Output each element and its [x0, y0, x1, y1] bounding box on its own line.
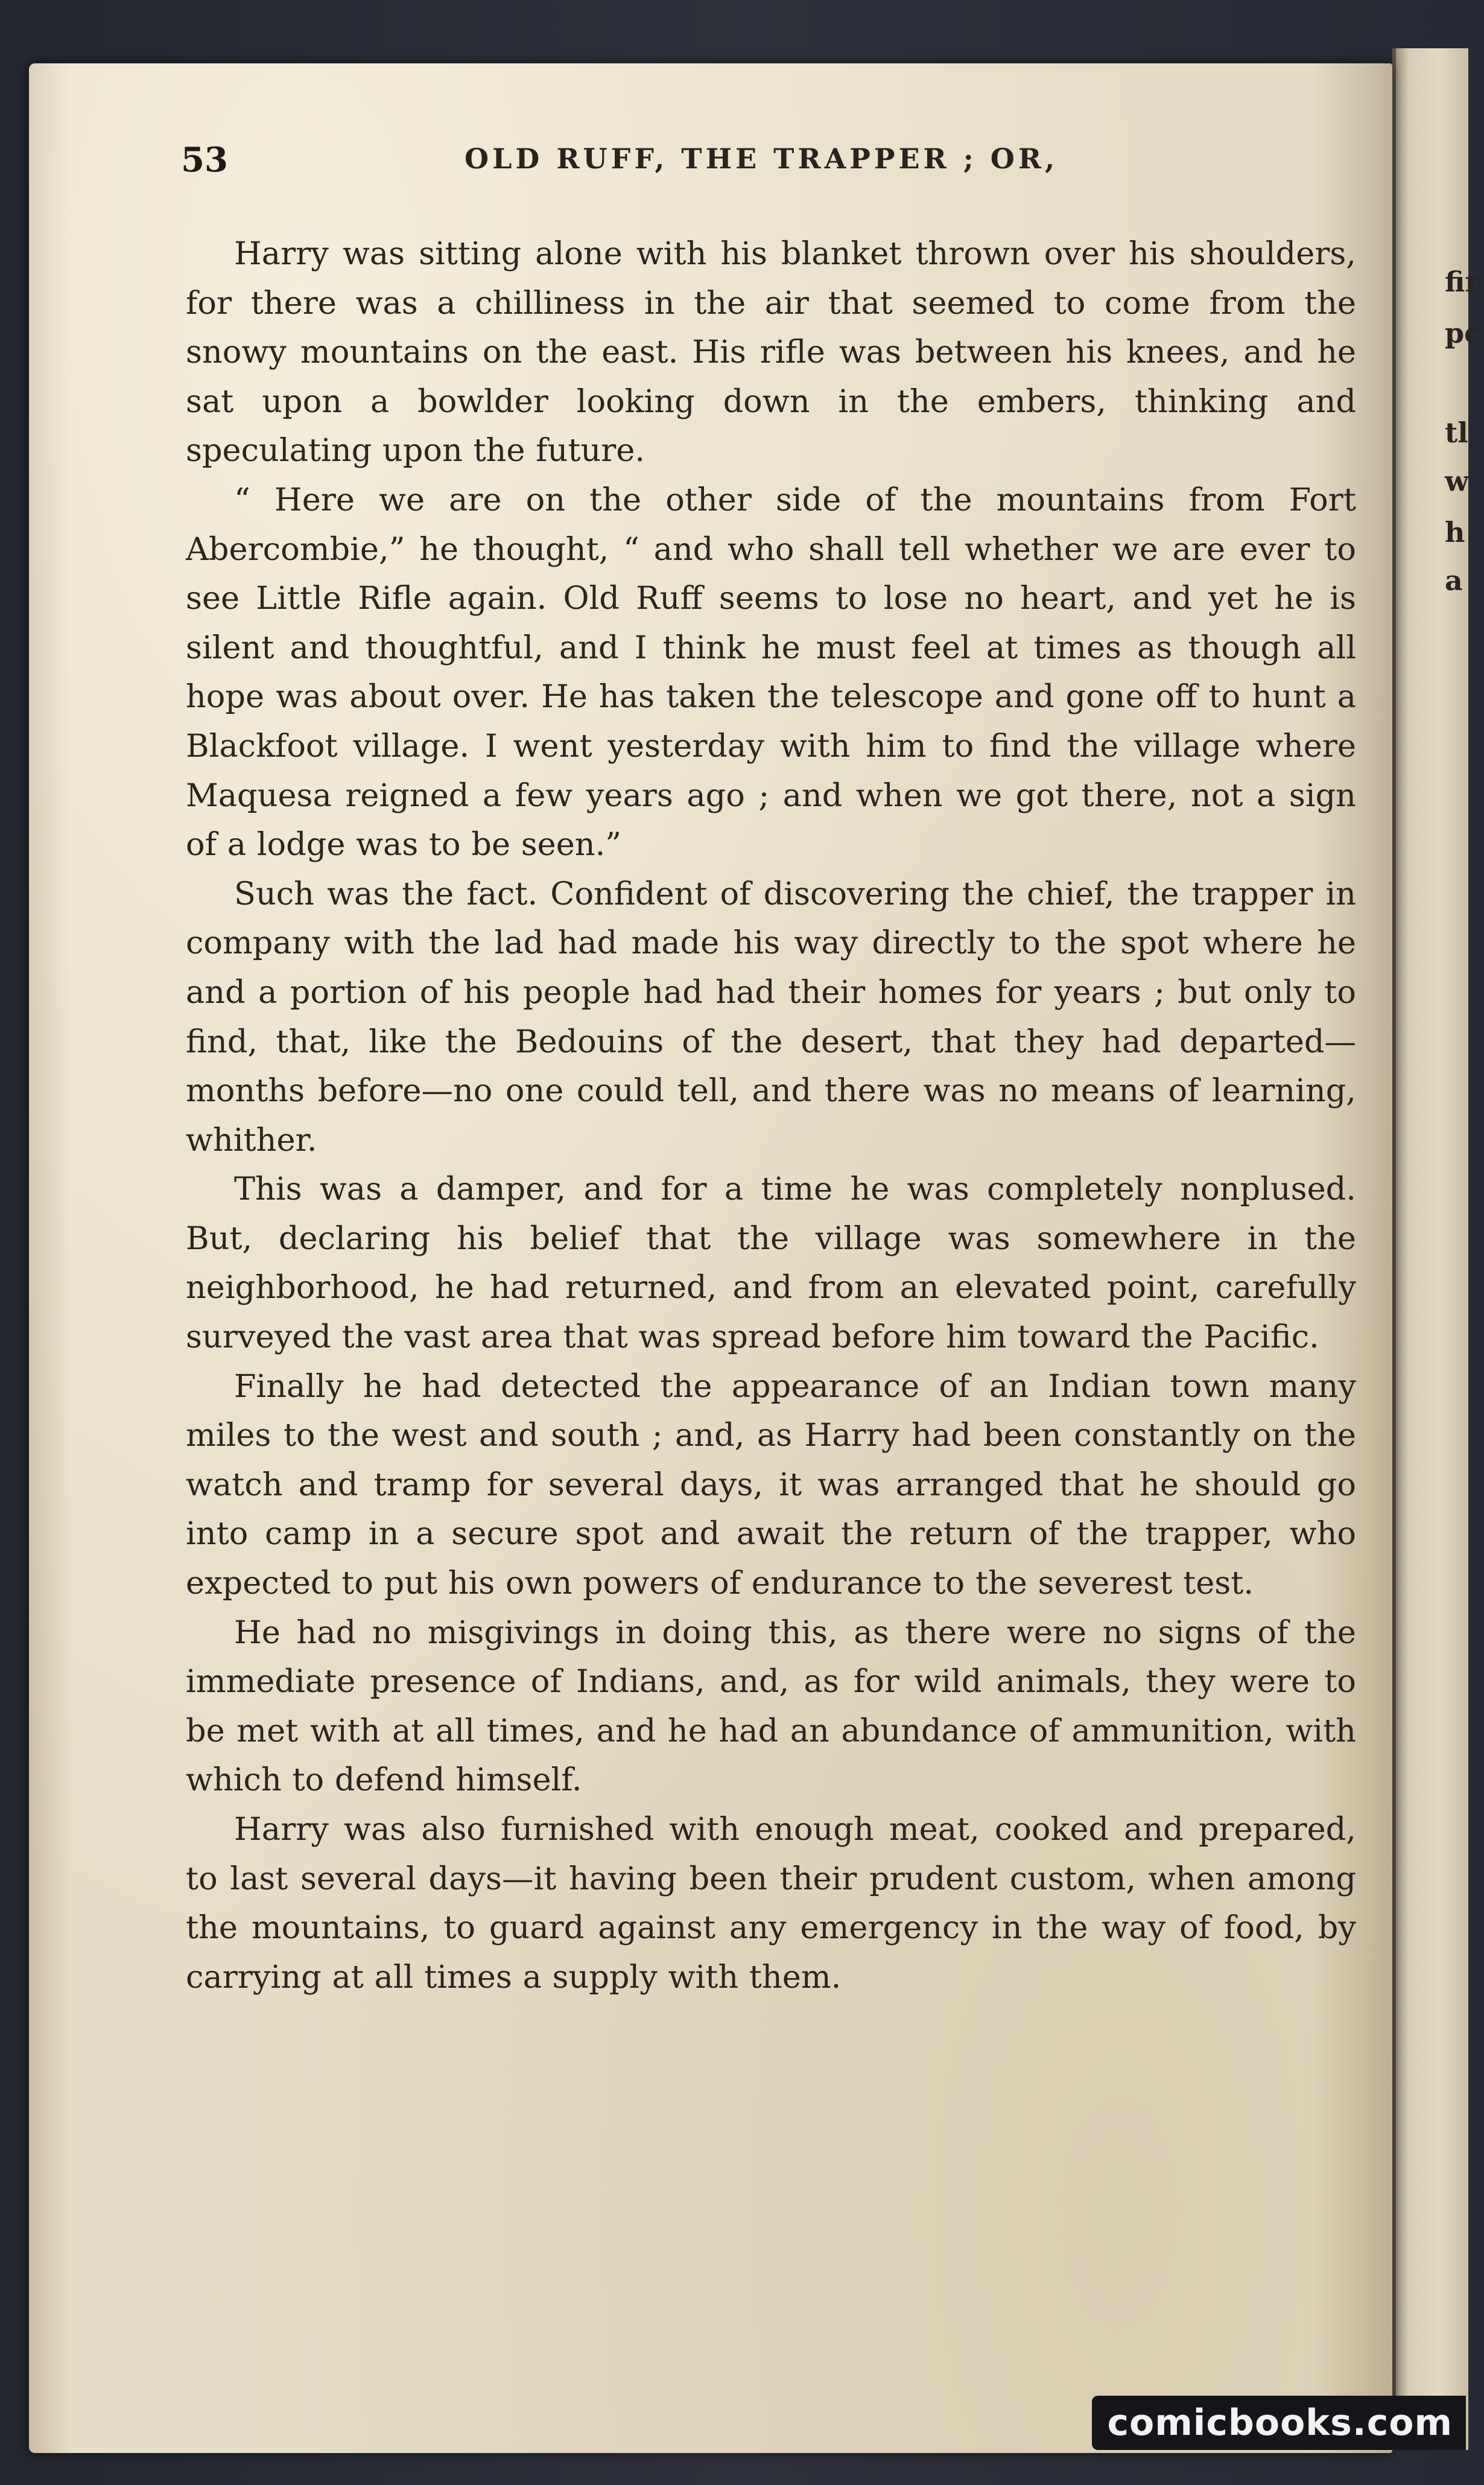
watermark-banner — [1092, 2396, 1466, 2450]
page-number: 53 — [181, 140, 228, 180]
facing-page-fragment: h — [1445, 516, 1465, 549]
watermark-text: comicbooks.com — [1107, 2402, 1453, 2444]
paragraph: “ Here we are on the other side of the mountains from Fort Abercombie,” he thought, “ and who shall tell whether we are ever to see Little Rifle again. Old Ruff seems to lose no heart, and yet he is silent and thoughtful, and I think he must feel at times as though all hope was about over. He has taken the telescope and gone off to hunt a Blackfoot village. I went yesterday with him to find the village where Maquesa reigned a few years ago ; and when we got there, not a sign of a lodge was to be seen.” — [186, 481, 1356, 864]
paragraph: Harry was also furnished with enough meat, cooked and prepared, to last several days—it having been their prudent custom, when among the mountains, to guard against any emergency in the way of food, by carrying at all times a supply with them. — [186, 1811, 1356, 1996]
paragraph: He had no misgivings in doing this, as there were no signs of the immediate presence of Indians, and, as for wild animals, they were to be met with at all times, and he had an abundance of ammunition, with which to defend himself. — [186, 1614, 1356, 1799]
paragraph: Such was the fact. Confident of discovering the chief, the trapper in company with the lad had made his way directly to the spot where he and a portion of his people had had their homes for years ; but only to find, that, like the Bedouins of the desert, that they had departed—months before—no one could tell, and there was no means of learning, whither. — [186, 875, 1356, 1159]
page-body — [186, 229, 1356, 2002]
facing-page-fragment: pc — [1445, 317, 1482, 349]
running-head — [181, 140, 1357, 182]
facing-page-fragment: a — [1445, 564, 1463, 597]
facing-page-fragment: tl — [1445, 416, 1468, 449]
facing-page-fragment: w — [1445, 465, 1469, 497]
paragraph: This was a damper, and for a time he was completely nonplused. But, declaring his belief that the village was somewhere in the neighborhood, he had returned, and from an elevated point, carefully surveyed the vast area that was spread before him toward the Pacific. — [186, 1171, 1356, 1356]
facing-page-edge — [1392, 48, 1468, 2450]
paragraph: Harry was sitting alone with his blanket thrown over his shoulders, for there was a chilliness in the air that seemed to come from the snowy mountains on the east. His rifle was between his knees, and he sat upon a bowlder looking down in the embers, thinking and speculating upon the future. — [186, 235, 1356, 469]
facing-page-fragment: fir — [1445, 266, 1480, 298]
paragraph: Finally he had detected the appearance of an Indian town many miles to the west and south ; and, as Harry had been constantly on the watch and tramp for several days, it was arranged that he should go into camp in a secure spot and await the return of the trapper, who expected to put his own powers of endurance to the severest test. — [186, 1367, 1356, 1602]
running-title: OLD RUFF, THE TRAPPER ; OR, — [465, 142, 1059, 175]
